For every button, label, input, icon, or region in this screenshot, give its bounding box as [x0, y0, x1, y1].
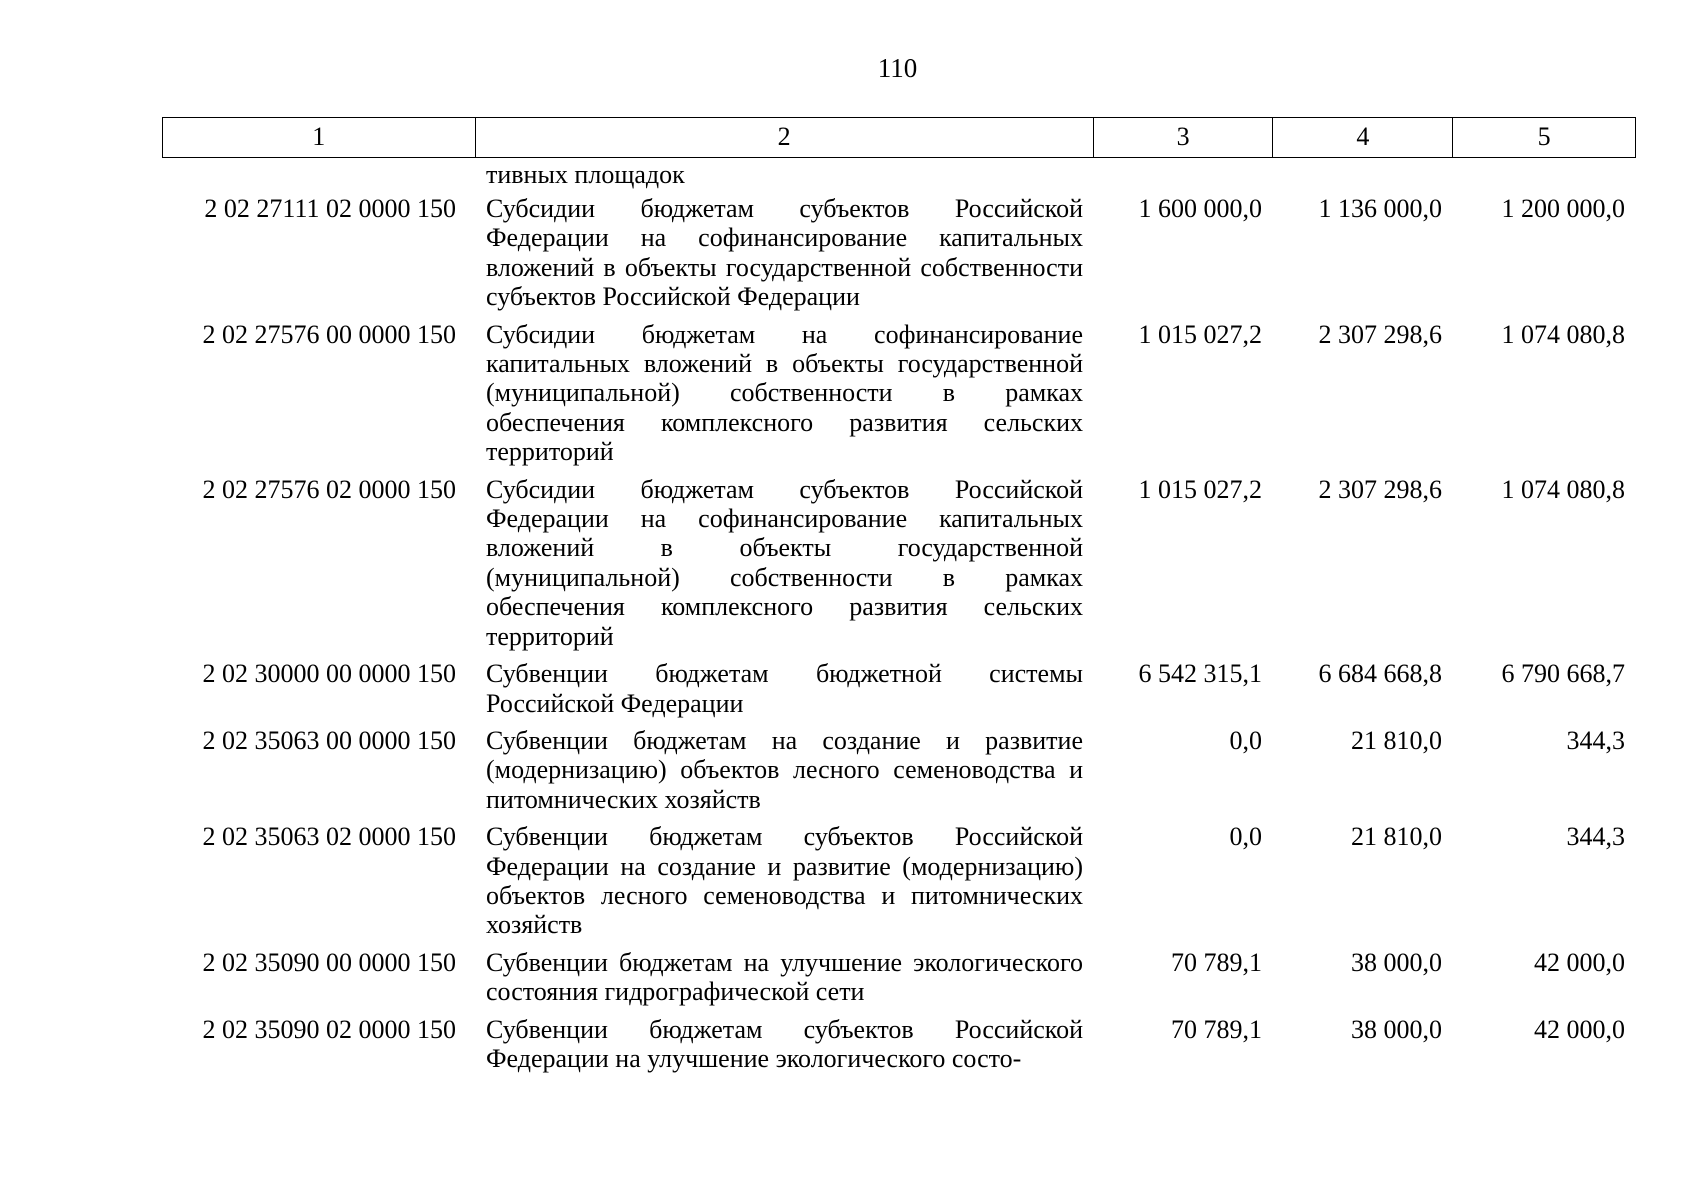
table-row	[162, 194, 1636, 312]
header-col-1: 1	[312, 122, 326, 151]
row-description: Субсидии бюджетам на софинансирование капитальных вложений в объекты государственной (муниципальной) собственности в рамках обеспечения комплексного развития сельских территорий	[486, 319, 1083, 467]
budget-table	[162, 117, 1636, 1081]
value-col-5: 1 074 080,8	[1501, 474, 1625, 504]
value-col-5: 1 200 000,0	[1501, 194, 1625, 223]
value-col-4: 1 136 000,0	[1318, 194, 1442, 223]
row-description: Субвенции бюджетам на улучшение экологического состояния гидрографической сети	[486, 947, 1083, 1007]
row-description: Субсидии бюджетам субъектов Российской Федерации на софинансирование капитальных вложений в объекты государственной собственности субъектов Российской Федерации	[486, 194, 1083, 312]
table-row	[162, 726, 1636, 814]
table-row	[162, 822, 1636, 940]
budget-code: 2 02 27111 02 0000 150	[204, 194, 456, 223]
table-row	[162, 475, 1636, 651]
value-col-4: 38 000,0	[1351, 1014, 1442, 1044]
value-col-4: 21 810,0	[1351, 822, 1442, 852]
continuation-text: тивных площадок	[486, 160, 685, 189]
header-col-2: 2	[475, 118, 1093, 157]
row-description: Субвенции бюджетам на создание и развитие (модернизацию) объектов лесного семеноводства и питомнических хозяйств	[486, 725, 1083, 814]
budget-code: 2 02 27576 02 0000 150	[202, 474, 456, 504]
row-description: Субсидии бюджетам субъектов Российской Федерации на софинансирование капитальных вложений в объекты государственной (муниципальной) собственности в рамках обеспечения комплексного развития сельских территорий	[486, 474, 1083, 651]
value-col-5: 6 790 668,7	[1501, 659, 1625, 689]
value-col-5: 344,3	[1566, 822, 1625, 852]
value-col-3: 1 015 027,2	[1138, 474, 1262, 504]
row-description: Субвенции бюджетам бюджетной системы Российской Федерации	[486, 659, 1083, 718]
page-number: 110	[877, 53, 918, 83]
budget-code: 2 02 35063 02 0000 150	[202, 822, 456, 852]
header-col-4: 4	[1272, 118, 1452, 157]
table-row	[162, 1015, 1636, 1074]
value-col-5: 1 074 080,8	[1501, 319, 1625, 349]
budget-code: 2 02 35090 02 0000 150	[202, 1014, 456, 1044]
value-col-5: 42 000,0	[1534, 1014, 1625, 1044]
value-col-4: 6 684 668,8	[1318, 659, 1442, 689]
value-col-4: 2 307 298,6	[1318, 319, 1442, 349]
value-col-3: 6 542 315,1	[1138, 659, 1262, 689]
budget-code: 2 02 35090 00 0000 150	[202, 947, 456, 977]
value-col-3: 0,0	[1229, 725, 1262, 755]
header-col-5: 5	[1452, 118, 1635, 157]
value-col-4: 38 000,0	[1351, 947, 1442, 977]
value-col-5: 42 000,0	[1534, 947, 1625, 977]
value-col-3: 1 015 027,2	[1138, 319, 1262, 349]
row-description: Субвенции бюджетам субъектов Российской Федерации на улучшение экологического состо-	[486, 1014, 1083, 1073]
header-col-3: 3	[1093, 118, 1273, 157]
value-col-4: 2 307 298,6	[1318, 474, 1442, 504]
table-row	[162, 948, 1636, 1007]
budget-code: 2 02 35063 00 0000 150	[202, 725, 456, 755]
value-col-4: 21 810,0	[1351, 725, 1442, 755]
row-description: Субвенции бюджетам субъектов Российской Федерации на создание и развитие (модернизацию) объектов лесного семеноводства и питомнических хозяйств	[486, 822, 1083, 940]
value-col-5: 344,3	[1566, 725, 1625, 755]
value-col-3: 70 789,1	[1171, 1014, 1262, 1044]
table-row	[162, 320, 1636, 467]
value-col-3: 70 789,1	[1171, 947, 1262, 977]
value-col-3: 0,0	[1229, 822, 1262, 852]
table-row	[162, 659, 1636, 718]
value-col-3: 1 600 000,0	[1138, 194, 1262, 223]
budget-code: 2 02 30000 00 0000 150	[202, 659, 456, 689]
table-header-row	[162, 117, 1636, 158]
budget-code: 2 02 27576 00 0000 150	[202, 319, 456, 349]
